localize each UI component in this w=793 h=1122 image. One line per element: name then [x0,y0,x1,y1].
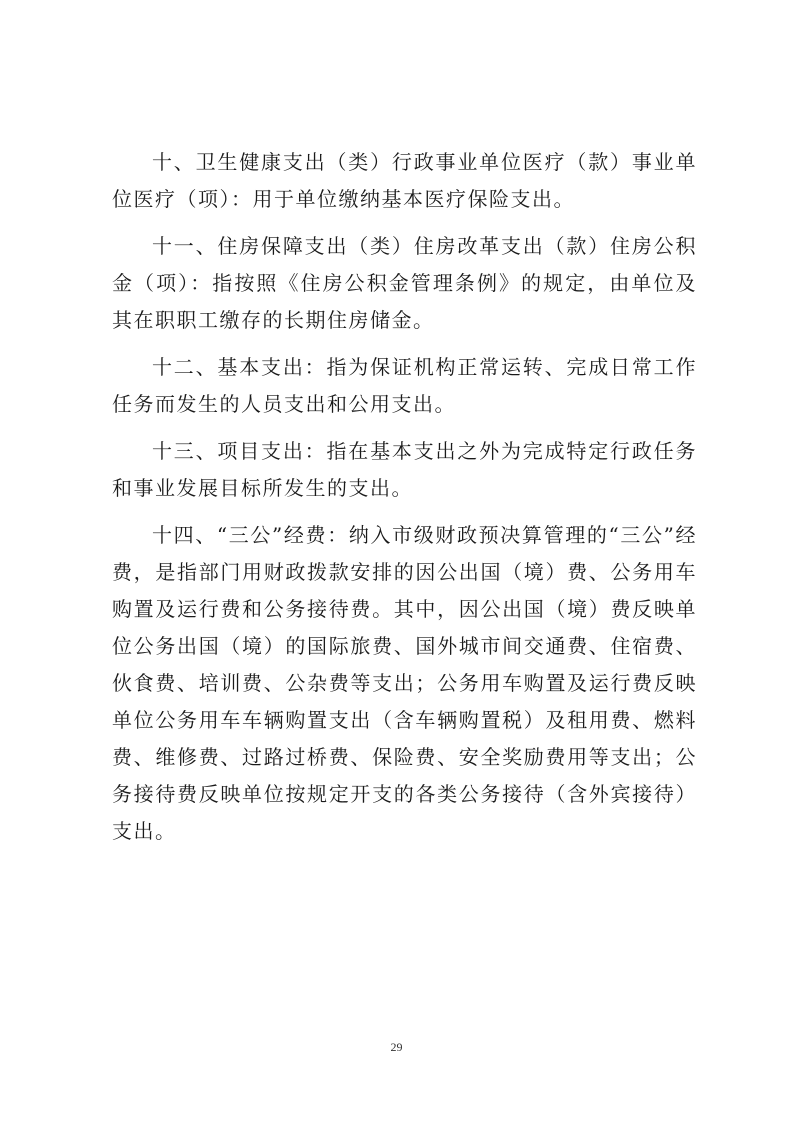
paragraph-health-expenditure: 十、卫生健康支出（类）行政事业单位医疗（款）事业单位医疗（项）：用于单位缴纳基本医疗保险支出。 [112,150,697,211]
page-number: 29 [390,1040,403,1054]
paragraph-basic-expenditure: 十二、基本支出：指为保证机构正常运转、完成日常工作任务而发生的人员支出和公用支出。 [112,355,697,416]
document-body [112,144,697,860]
paragraph-three-public-expenses: 十四、“三公”经费：纳入市级财政预决算管理的“三公”经费，是指部门用财政拨款安排的因公出国（境）费、公务用车购置及运行费和公务接待费。其中，因公出国（境）费反映单位公务出国（境）的国际旅费、国外城市间交通费、住宿费、伙食费、培训费、公杂费等支出；公务用车购置及运行费反映单位公务用车车辆购置支出（含车辆购置税）及租用费、燃料费、维修费、过路过桥费、保险费、安全奖励费用等支出；公务接待费反映单位按规定开支的各类公务接待（含外宾接待）支出。 [112,523,697,843]
paragraph-project-expenditure: 十三、项目支出：指在基本支出之外为完成特定行政任务和事业发展目标所发生的支出。 [112,439,697,500]
paragraph-housing-fund: 十一、住房保障支出（类）住房改革支出（款）住房公积金（项）：指按照《住房公积金管理条例》的规定，由单位及其在职职工缴存的长期住房储金。 [112,234,697,332]
